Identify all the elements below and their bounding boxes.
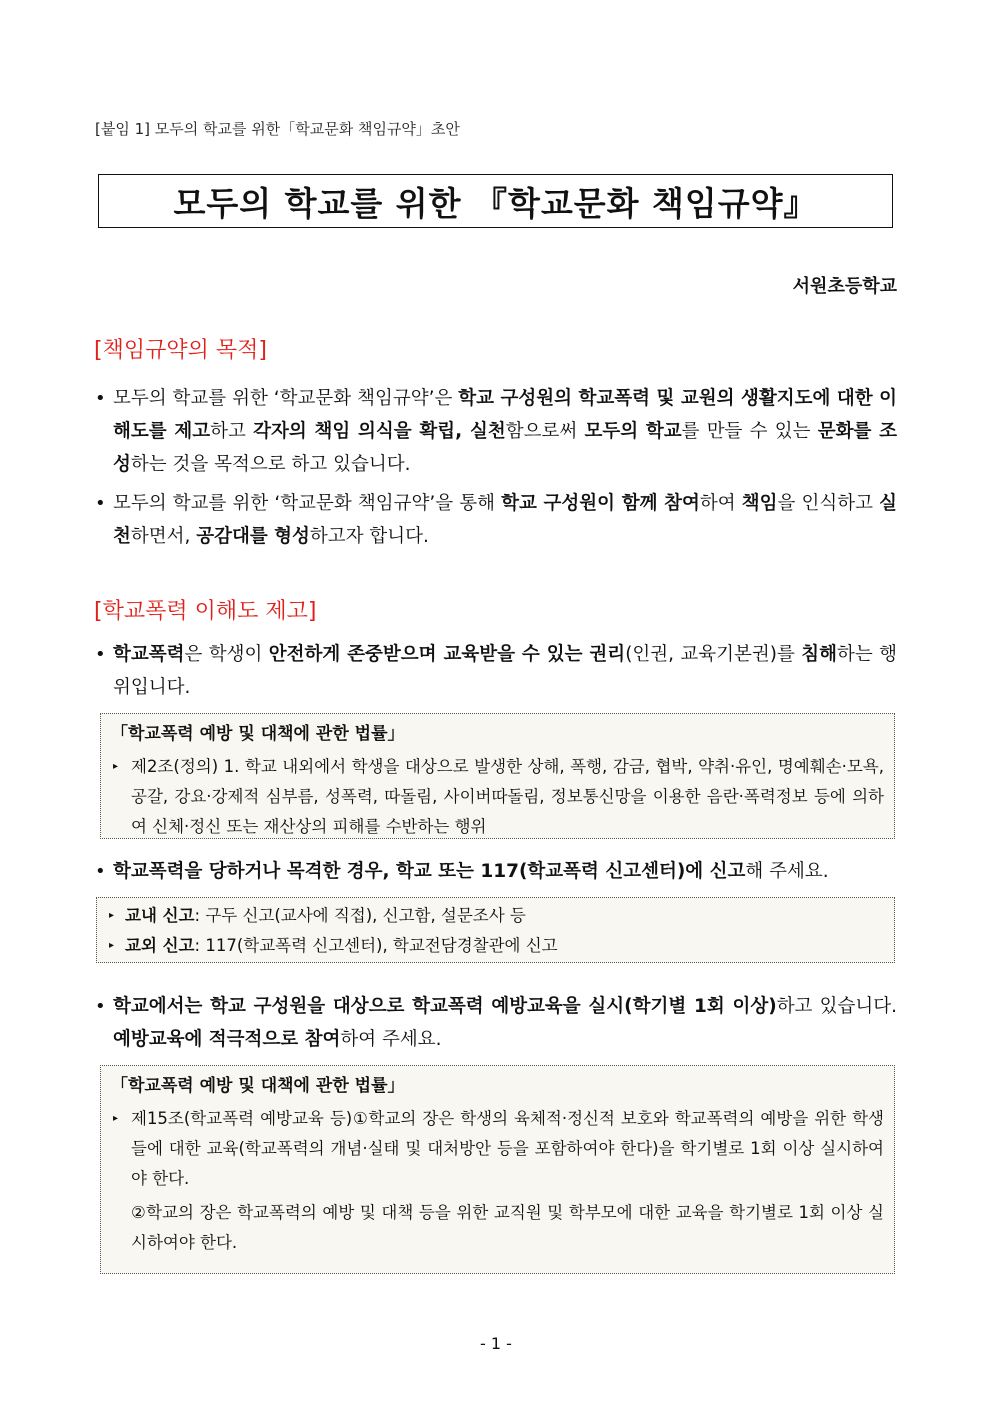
purpose-heading: [책임규약의 목적] [94, 338, 267, 363]
understanding-paragraph-2: • 학교폭력을 당하거나 목격한 경우, 학교 또는 117(학교폭력 신고센터)에 신고해 주세요. [95, 855, 897, 888]
bullet-icon: • [95, 644, 106, 665]
bullet-icon: • [95, 493, 106, 514]
report-methods-box [96, 897, 895, 963]
understanding-paragraph-3: • 학교에서는 학교 구성원을 대상으로 학교폭력 예방교육을 실시(학기별 1회 이상)하고 있습니다. 예방교육에 적극적으로 참여하여 주세요. [95, 990, 897, 1056]
law-box-article-2 [100, 713, 895, 839]
school-name: 서원초등학교 [792, 276, 897, 297]
law-box-article-15 [100, 1065, 895, 1274]
bullet-icon: • [95, 388, 106, 409]
purpose-paragraph-2: • 모두의 학교를 위한 ‘학교문화 책임규약’을 통해 학교 구성원이 함께 참여하여 책임을 인식하고 실천하면서, 공감대를 형성하고자 합니다. [95, 487, 897, 553]
document-title: 모두의 학교를 위한 『학교문화 책임규약』 [98, 174, 893, 228]
law-title: 「학교폭력 예방 및 대책에 관한 법률」 [111, 1076, 405, 1096]
triangle-bullet-icon: ▸ [109, 910, 115, 921]
attachment-label: [붙임 1] 모두의 학교를 위한「학교문화 책임규약」초안 [95, 120, 460, 138]
bullet-icon: • [95, 996, 106, 1017]
bullet-icon: • [95, 861, 106, 882]
law-article-15-2: ②학교의 장은 학교폭력의 예방 및 대책 등을 위한 교직원 및 학부모에 대한 교육을 학기별로 1회 이상 실시하여야 한다. [131, 1203, 884, 1252]
law-article-2: ▸ 제2조(정의) 1. 학교 내외에서 학생을 대상으로 발생한 상해, 폭행, 감금, 협박, 약취·유인, 명예훼손·모욕, 공갈, 강요·강제적 심부름, 성폭력, 따돌림, 사이버따돌림, 정보통신망을 이용한 음란·폭력정보 등에 의하여 신체·정신 또는 재산상의 피해를 수반하는 행위 [111, 752, 884, 842]
page-number: - 1 - [480, 1334, 512, 1353]
internal-report-row: ▸ 교내 신고: 구두 신고(교사에 직접), 신고함, 설문조사 등 [107, 901, 884, 931]
law-title: 「학교폭력 예방 및 대책에 관한 법률」 [111, 724, 405, 744]
triangle-bullet-icon: ▸ [113, 761, 119, 772]
triangle-bullet-icon: ▸ [113, 1113, 119, 1124]
understanding-heading: [학교폭력 이해도 제고] [94, 599, 317, 624]
understanding-paragraph-1: • 학교폭력은 학생이 안전하게 존중받으며 교육받을 수 있는 권리(인권, 교육기본권)를 침해하는 행위입니다. [95, 638, 897, 704]
triangle-bullet-icon: ▸ [109, 940, 115, 951]
external-report-row: ▸ 교외 신고: 117(학교폭력 신고센터), 학교전담경찰관에 신고 [107, 931, 884, 961]
purpose-paragraph-1: • 모두의 학교를 위한 ‘학교문화 책임규약’은 학교 구성원의 학교폭력 및 교원의 생활지도에 대한 이해도를 제고하고 각자의 책임 의식을 확립, 실천함으로써 모두의 학교를 만들 수 있는 문화를 조성하는 것을 목적으로 하고 있습니다. [95, 382, 897, 481]
law-article-15-1: ▸ 제15조(학교폭력 예방교육 등)①학교의 장은 학생의 육체적·정신적 보호와 학교폭력의 예방을 위한 학생들에 대한 교육(학교폭력의 개념·실태 및 대처방안 등을 포함하여야 한다)을 학기별로 1회 이상 실시하여야 한다. [111, 1104, 884, 1194]
